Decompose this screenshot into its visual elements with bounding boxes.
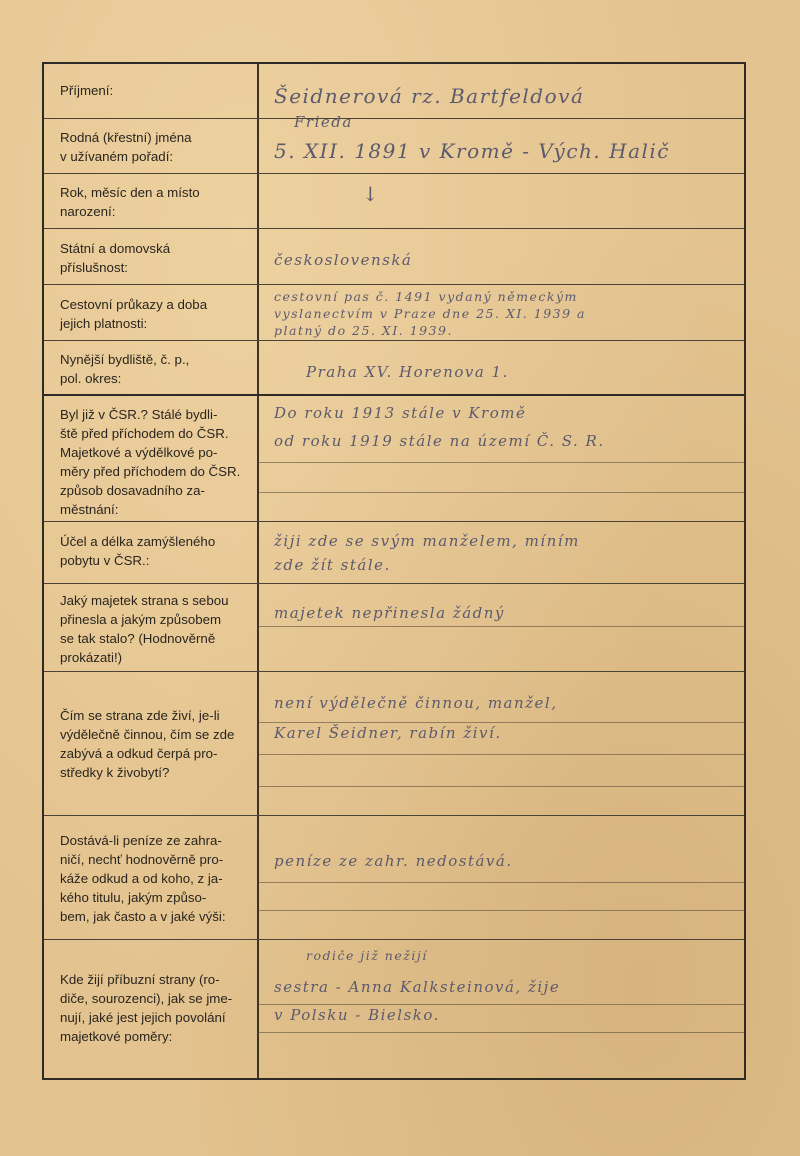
label-previous-stay: Byl již v ČSR.? Stálé bydli- ště před příchodem do ČSR. Majetkové a výdělkové po- měry před příchodem do ČSR. způsob dosavadního za- městnání: [60, 407, 241, 517]
label-property: Jaký majetek strana s sebou přinesla a jakým způsobem se tak stalo? (Hodnověrně prokázati!) [60, 593, 229, 665]
guide-line [258, 754, 744, 755]
label-livelihood: Čím se strana zde živí, je-li výdělečně činnou, čím se zde zabývá a odkud čerpá pro- středky k živobytí? [60, 708, 235, 780]
value-relatives-line1: rodiče již nežijí [306, 948, 428, 963]
row-citizenship [44, 229, 744, 285]
row-livelihood [44, 672, 744, 816]
label-relatives: Kde žijí příbuzní strany (ro- diče, sourozenci), jak se jme- nují, jaké jest jejich povolání majetkové poměry: [60, 972, 233, 1044]
row-previous-stay [44, 396, 744, 522]
value-passport-line1: cestovní pas č. 1491 vydaný německým [274, 289, 578, 304]
label-surname: Příjmení: [60, 83, 114, 98]
guide-line [258, 910, 744, 911]
guide-line [258, 492, 744, 493]
value-residence: Praha XV. Horenova 1. [306, 363, 509, 381]
row-property [44, 584, 744, 672]
value-given-name: Frieda [294, 113, 353, 131]
label-birth: Rok, měsíc den a místo narození: [60, 185, 200, 219]
value-previous-stay-line1: Do roku 1913 stále v Kromě [274, 404, 527, 422]
value-relatives-line2: sestra - Anna Kalksteinová, žije [274, 978, 561, 996]
row-purpose [44, 522, 744, 584]
guide-line [258, 786, 744, 787]
label-foreign-money: Dostává-li peníze ze zahra- ničí, nechť hodnověrně pro- káže odkud a od koho, z ja- kého titulu, jakým způso- bem, jak často a v jaké výši: [60, 833, 226, 924]
label-residence: Nynější bydliště, č. p., pol. okres: [60, 352, 190, 386]
row-relatives [44, 940, 744, 1078]
value-property: majetek nepřinesla žádný [274, 604, 505, 622]
value-livelihood-line2: Karel Šeidner, rabín živí. [274, 724, 502, 742]
label-citizenship: Státní a domovská příslušnost: [60, 241, 171, 275]
value-previous-stay-line2: od roku 1919 stále na území Č. S. R. [274, 432, 605, 450]
guide-line [258, 1032, 744, 1033]
value-passport-line2: vyslanectvím v Praze dne 25. XI. 1939 a [274, 306, 586, 321]
row-residence [44, 341, 744, 396]
value-relatives-line3: v Polsku - Bielsko. [274, 1006, 440, 1024]
value-purpose-line1: žiji zde se svým manželem, míním [274, 532, 580, 550]
row-given-names [44, 113, 744, 174]
value-surname: Šeidnerová rz. Bartfeldová [274, 84, 585, 108]
label-given-names: Rodná (křestní) jména v užívaném pořadí: [60, 130, 192, 164]
value-foreign-money: peníze ze zahr. nedostává. [274, 852, 513, 870]
guide-line [258, 626, 744, 627]
row-birth [44, 174, 744, 229]
row-surname [44, 64, 744, 119]
row-foreign-money [44, 816, 744, 940]
registration-form-table [42, 62, 746, 1080]
guide-line [258, 1004, 744, 1005]
value-livelihood-line1: není výdělečně činnou, manžel, [274, 694, 558, 712]
value-birth-date-place: 5. XII. 1891 v Kromě - Vých. Halič [274, 139, 671, 163]
guide-line [258, 722, 744, 723]
guide-line [258, 462, 744, 463]
value-purpose-line2: zde žít stále. [274, 556, 391, 574]
row-passport [44, 285, 744, 341]
label-passport: Cestovní průkazy a doba jejich platnosti: [60, 297, 208, 331]
label-purpose: Účel a délka zamýšleného pobytu v ČSR.: [60, 534, 216, 568]
value-passport-line3: platný do 25. XI. 1939. [274, 323, 453, 338]
value-birth-arrow: ↓ [362, 182, 381, 206]
value-citizenship: československá [274, 251, 413, 269]
guide-line [258, 882, 744, 883]
